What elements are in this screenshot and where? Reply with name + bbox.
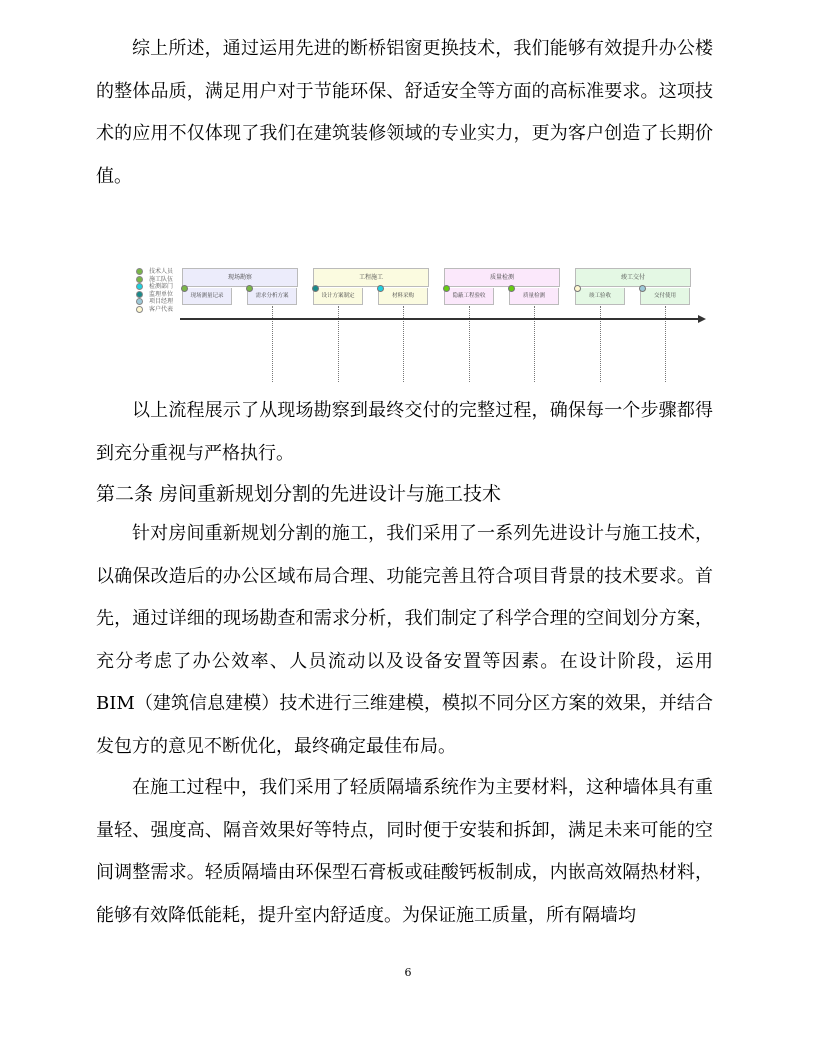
section-heading: 第二条 房间重新规划分割的先进设计与施工技术 — [96, 483, 502, 505]
phase-box: 竣工交付 — [575, 268, 691, 287]
step-marker-icon — [312, 285, 319, 292]
legend-label: 检测部门 — [149, 283, 174, 290]
step-label: 设计方案制定 — [321, 293, 355, 299]
step-box — [509, 288, 559, 305]
step-marker-icon — [246, 285, 253, 292]
legend-dot-icon — [136, 283, 143, 290]
paragraph-design: 针对房间重新规划分割的施工，我们采用了一系列先进设计与施工技术，以确保改造后的办公区域布局合理、功能完善且符合项目背景的技术要求。首先，通过详细的现场勘查和需求分析，我们制定了科学合理的空间划分方案，充分考虑了办公效率、人员流动以及设备安置等因素。在设计阶段，运用 BIM（建筑信息建模）技术进行三维建模，模拟不同分区方案的效果，并结合发包方的意见不断优化，最终确定最佳布局。 — [96, 523, 713, 757]
legend-item — [136, 268, 173, 276]
step-marker-icon — [443, 285, 450, 292]
process-timeline-diagram — [130, 262, 720, 387]
phase-box: 现场勘察 — [182, 268, 298, 287]
legend-dot-icon — [136, 298, 143, 305]
legend-dot-icon — [136, 276, 143, 283]
step-label: 竣工验收 — [588, 293, 611, 299]
step-box — [313, 288, 363, 305]
step-marker-icon — [377, 285, 384, 292]
step-box — [182, 288, 232, 305]
legend-label: 项目经理 — [149, 298, 174, 305]
step-marker-icon — [181, 285, 188, 292]
step-label: 需求分析方案 — [255, 293, 289, 299]
legend-item — [136, 283, 173, 291]
legend-item — [136, 298, 173, 306]
step-marker-icon — [639, 285, 646, 292]
phase-box: 质量检测 — [444, 268, 560, 287]
step-label: 隐蔽工程验收 — [452, 293, 486, 299]
legend-item — [136, 291, 173, 299]
paragraph-process-summary: 以上流程展示了从现场勘察到最终交付的完整过程，确保每一个步骤都得到充分重视与严格执行。 — [96, 400, 713, 464]
step-label: 材料采购 — [391, 293, 414, 299]
step-marker-icon — [508, 285, 515, 292]
legend-label: 客户代表 — [149, 305, 174, 313]
step-label: 现场测量记录 — [190, 293, 224, 299]
legend-label: 施工队伍 — [149, 275, 174, 283]
step-box — [247, 288, 297, 305]
step-marker-icon — [574, 285, 581, 292]
legend-label: 技术人员 — [149, 268, 174, 275]
step-box — [640, 288, 690, 305]
arrow-head-icon — [698, 315, 706, 323]
legend-dot-icon — [136, 268, 143, 275]
paragraph-conclusion: 综上所述，通过运用先进的断桥铝窗更换技术，我们能够有效提升办公楼的整体品质，满足用户对于节能环保、舒适安全等方面的高标准要求。这项技术的应用不仅体现了我们在建筑装修领域的专业实力，更为客户创造了长期价值。 — [96, 38, 713, 187]
diagram-legend — [136, 268, 173, 313]
step-box — [444, 288, 494, 305]
legend-item — [136, 276, 173, 284]
step-label: 交付使用 — [653, 293, 676, 299]
step-box — [378, 288, 428, 305]
step-label: 质量检测 — [522, 293, 545, 299]
phase-box: 工程施工 — [313, 268, 429, 287]
legend-dot-icon — [136, 291, 143, 298]
step-box — [575, 288, 625, 305]
legend-label: 监理单位 — [149, 290, 174, 298]
legend-dot-icon — [136, 306, 143, 313]
paragraph-construction: 在施工过程中，我们采用了轻质隔墙系统作为主要材料，这种墙体具有重量轻、强度高、隔音效果好等特点，同时便于安装和拆卸，满足未来可能的空间调整需求。轻质隔墙由环保型石膏板或硅酸钙板制成，内嵌高效隔热材料，能够有效降低能耗，提升室内舒适度。为保证施工质量，所有隔墙均 — [96, 777, 713, 926]
legend-item — [136, 306, 173, 314]
page-number: 6 — [404, 966, 412, 979]
timeline-axis — [180, 318, 700, 320]
